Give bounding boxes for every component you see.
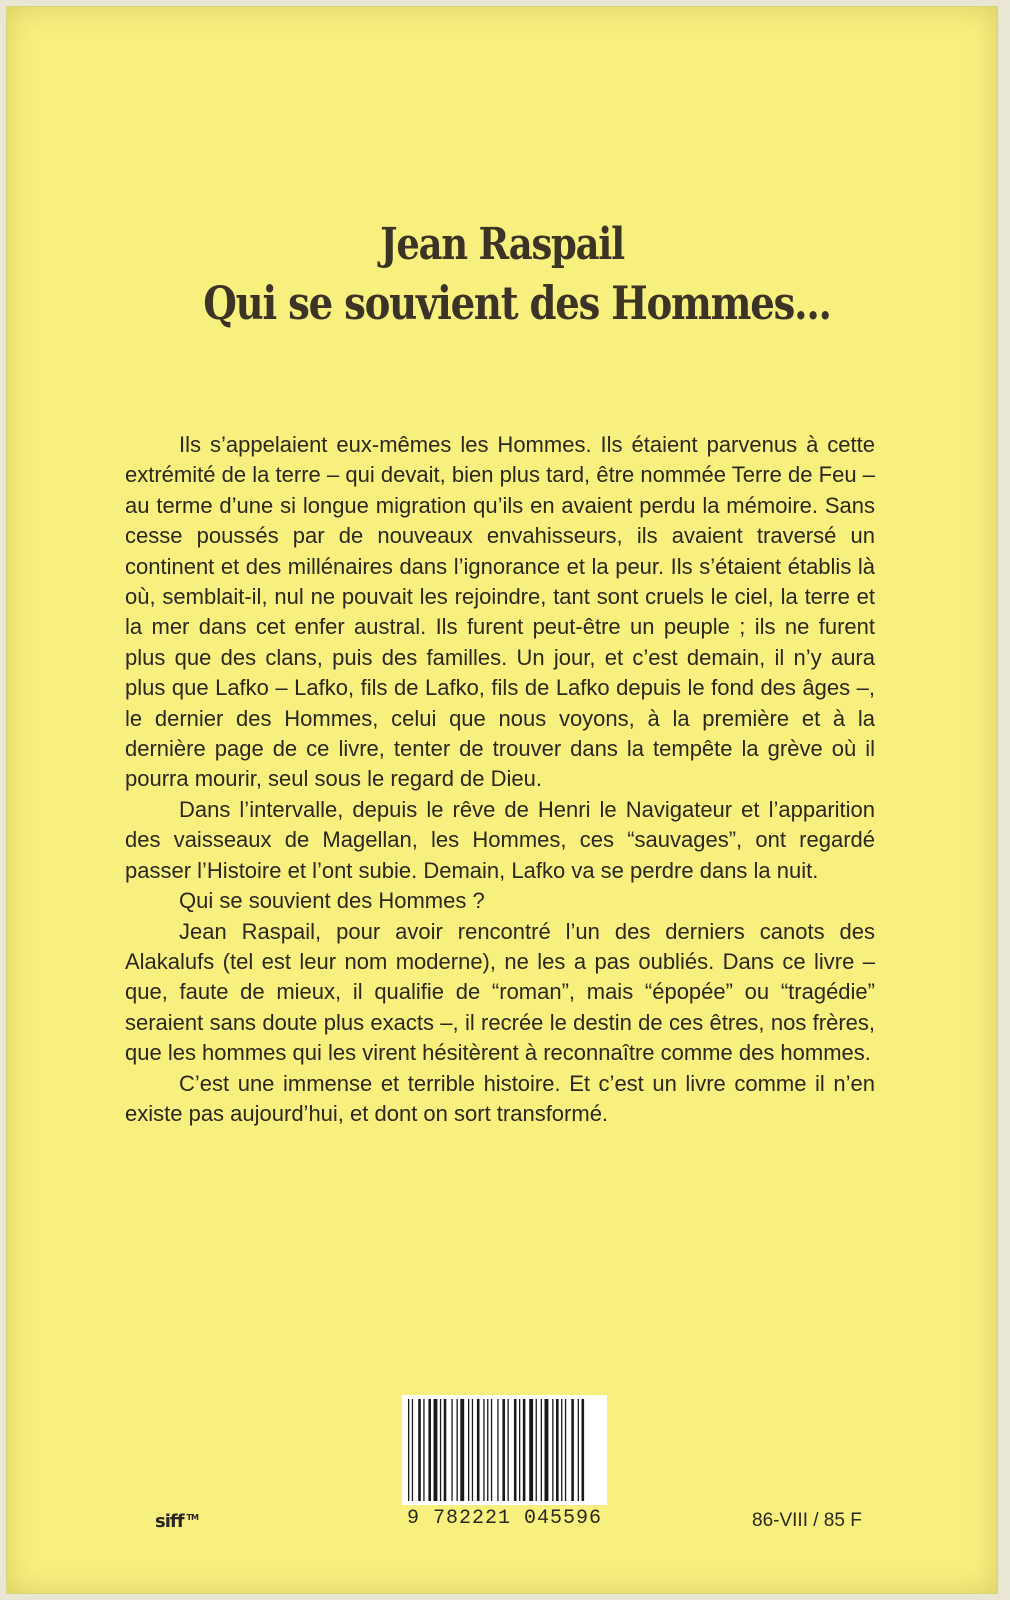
author-name: Jean Raspail [380, 219, 624, 270]
book-back-cover [6, 6, 998, 1594]
blurb-paragraph: Qui se souvient des Hommes ? [179, 888, 485, 914]
barcode-bar [418, 1399, 421, 1501]
barcode-bar [423, 1399, 424, 1501]
blurb-paragraph: Ils s’appelaient eux-mêmes les Hommes. Ils étaient parvenus à cette extrémité de la terre – qui devait, bien plus tard, être nommée Terre de Feu – au terme d’une si longue migration qu’ils en avaient perdu la mémoire. Sans cesse poussés par de nouveaux envahisseurs, ils avaient traversé un continent et des millénaires dans l’ignorance et la peur. Ils s’étaient établis là où, semblait-il, nul ne pouvait les rejoindre, tant sont cruels le ciel, la terre et la mer dans cet enfer austral. Ils furent peut-être un peuple ; ils ne furent plus que des clans, puis des familles. Un jour, et c’est demain, il n’y aura plus que Lafko – Lafko, fils de Lafko, fils de Lafko depuis le fond des âges –, le dernier des Hommes, celui que nous voyons, à la première et à la dernière page de ce livre, tenter de trouver dans la tempête la grève où il pourra mourir, seul sous le regard de Dieu. [125, 432, 875, 792]
barcode-bar [545, 1399, 549, 1501]
barcode-bar [444, 1399, 447, 1501]
barcode-bar [472, 1399, 473, 1501]
barcode-bar [468, 1399, 469, 1501]
blurb-paragraph: Dans l’intervalle, depuis le rêve de Henri le Navigateur et l’apparition des vaisseaux de Magellan, les Hommes, ces “sauvages”, ont regardé passer l’Histoire et l’ont subie. Demain, Lafko va se perdre dans la nuit. [125, 796, 875, 883]
barcode-bar [412, 1399, 413, 1501]
barcode-bar [508, 1399, 509, 1501]
barcode-bar [552, 1399, 553, 1501]
barcode-bars [402, 1395, 607, 1505]
barcode-bar [497, 1399, 498, 1501]
barcode-bar [483, 1399, 484, 1501]
barcode-bar [556, 1399, 559, 1501]
trademark-mark: TM [186, 1513, 198, 1522]
barcode-bar [578, 1399, 579, 1501]
barcode-bar [514, 1399, 517, 1501]
blurb-paragraph: C’est une immense et terrible histoire. Et c’est un livre comme il n’en existe pas aujourd’hui, et dont on sort transformé. [125, 1070, 875, 1126]
barcode-bar [519, 1399, 520, 1501]
barcode-bar [457, 1399, 458, 1501]
barcode-bar [541, 1399, 542, 1501]
book-title: Qui se souvient des Hommes... [203, 276, 831, 330]
price-code: 86-VIII / 85 F [752, 1510, 862, 1531]
barcode [402, 1395, 607, 1505]
barcode-bar [565, 1399, 566, 1501]
barcode-bar [561, 1399, 562, 1501]
barcode-bar [582, 1399, 585, 1501]
blurb-text [125, 430, 875, 1129]
barcode-bar [529, 1399, 533, 1501]
barcode-bar [477, 1399, 480, 1501]
barcode-bar [487, 1399, 488, 1501]
barcode-bar [523, 1399, 526, 1501]
publisher-logo-text: siff [155, 1511, 184, 1532]
title-block [7, 217, 997, 333]
barcode-bar [536, 1399, 537, 1501]
barcode-bar [434, 1399, 438, 1501]
barcode-bar [571, 1399, 574, 1501]
barcode-bar [451, 1399, 452, 1501]
barcode-bar [440, 1399, 441, 1501]
blurb-paragraph: Jean Raspail, pour avoir rencontré l’un des derniers canots des Alakalufs (tel est leur nom moderne), ne les a pas oubliés. Dans ce livre – que, faute de mieux, il qualifie de “roman”, mais “épopée” ou “tragédie” seraient sans doute plus exacts –, il recrée le destin de ces êtres, nos frères, que les hommes qui les virent hésitèrent à reconnaître comme des hommes. [125, 918, 875, 1066]
publisher-logo [155, 1511, 198, 1532]
barcode-bar [460, 1399, 464, 1501]
isbn-number: 9 782221 045596 [406, 1507, 603, 1530]
barcode-bar [408, 1399, 409, 1501]
barcode-bar [428, 1399, 431, 1501]
barcode-bar [502, 1399, 505, 1501]
barcode-bar [491, 1399, 492, 1501]
